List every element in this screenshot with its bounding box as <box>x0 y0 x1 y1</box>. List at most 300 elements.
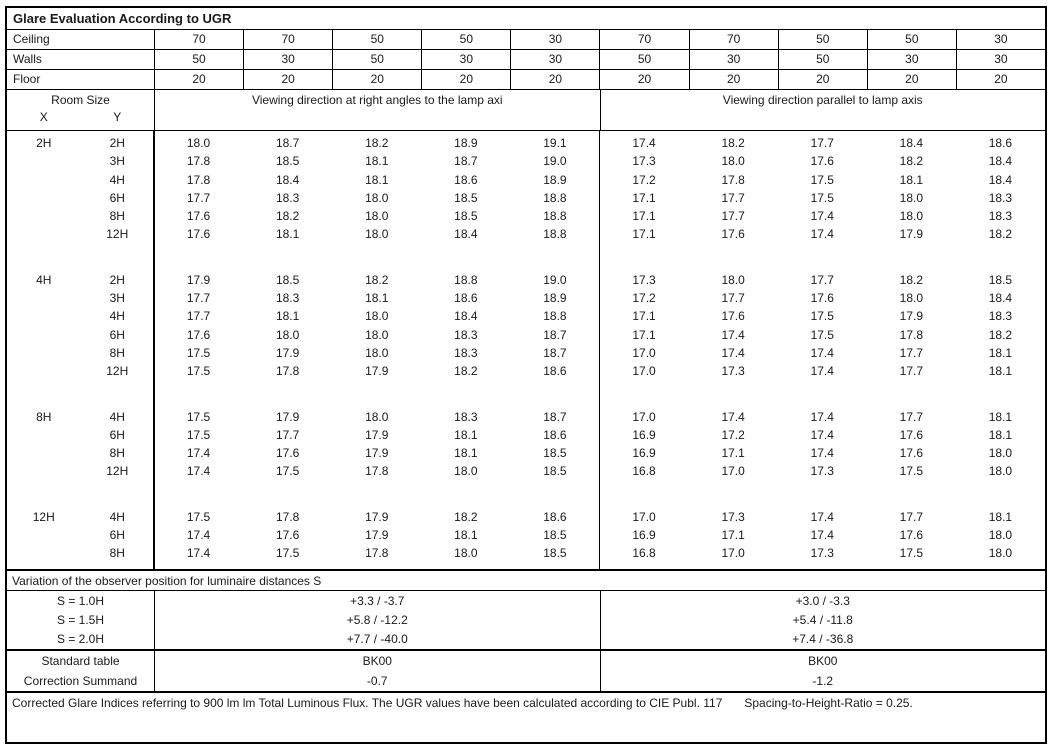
ugr-value: 17.7 <box>721 209 745 224</box>
ugr-value: 18.1 <box>365 291 389 306</box>
ugr-value: 17.7 <box>186 309 211 324</box>
ugr-value: 18.5 <box>275 154 300 169</box>
ugr-value: 17.3 <box>721 509 745 524</box>
ugr-value: 18.0 <box>365 345 389 360</box>
ugr-value: 18.5 <box>543 446 567 461</box>
surface-row-ceiling <box>7 30 1045 50</box>
ugr-value: 18.3 <box>988 190 1013 205</box>
ugr-value: 17.5 <box>186 409 211 424</box>
surface-value: 20 <box>332 70 421 89</box>
ugr-value: 17.6 <box>899 446 924 461</box>
ugr-table <box>5 6 1047 744</box>
ugr-value: 18.3 <box>454 345 478 360</box>
ugr-value: 17.7 <box>899 509 924 524</box>
ugr-value: 18.2 <box>454 364 478 379</box>
viewing-direction-left-header: Viewing direction at right angles to the lamp axi <box>154 90 600 130</box>
ugr-value: 17.4 <box>186 464 211 479</box>
surface-value: 50 <box>778 30 867 49</box>
ugr-value: 17.5 <box>275 546 300 561</box>
summary-label: Standard table <box>41 654 120 668</box>
summary-row <box>7 671 1045 691</box>
ugr-value: 17.0 <box>721 464 745 479</box>
room-y-label: 2H <box>109 272 125 287</box>
ugr-value: 17.0 <box>632 364 656 379</box>
ugr-value: 18.0 <box>899 190 924 205</box>
ugr-value: 17.7 <box>721 190 745 205</box>
xy-subheader <box>7 110 154 130</box>
ugr-value: 17.6 <box>275 446 300 461</box>
surface-value: 50 <box>421 30 510 49</box>
ugr-value: 18.5 <box>454 190 478 205</box>
ugr-value: 18.4 <box>988 172 1013 187</box>
ugr-value: 17.1 <box>632 309 656 324</box>
ugr-value: 17.5 <box>810 172 834 187</box>
room-x-label <box>7 189 81 207</box>
surface-value: 30 <box>510 30 599 49</box>
summary-value-right: BK00 <box>600 651 1046 671</box>
ugr-value: 17.4 <box>186 546 211 561</box>
ugr-value: 17.6 <box>899 528 924 543</box>
ugr-value: 18.0 <box>365 190 389 205</box>
ugr-value: 18.1 <box>899 172 924 187</box>
ugr-value: 18.0 <box>365 209 389 224</box>
footer-note <box>7 691 1045 742</box>
room-x-label <box>7 326 81 344</box>
table-row <box>7 189 1045 207</box>
ugr-value: 18.0 <box>899 209 924 224</box>
table-row <box>7 408 1045 426</box>
ugr-value: 18.1 <box>275 309 300 324</box>
ugr-value: 17.8 <box>275 364 300 379</box>
ugr-value: 17.1 <box>632 190 656 205</box>
ugr-value: 17.6 <box>186 227 211 242</box>
surface-label: Floor <box>13 72 41 86</box>
surface-value: 20 <box>510 70 599 89</box>
surface-value: 20 <box>154 70 243 89</box>
surface-value: 70 <box>599 30 688 49</box>
room-x-label <box>7 444 81 462</box>
room-x-label <box>7 225 81 243</box>
ugr-value: 18.1 <box>454 528 478 543</box>
ugr-value: 18.6 <box>454 291 478 306</box>
ugr-value: 17.2 <box>721 427 745 442</box>
ugr-value: 17.9 <box>365 364 389 379</box>
ugr-value: 18.6 <box>543 509 567 524</box>
viewing-direction-right-header: Viewing direction parallel to lamp axis <box>600 90 1046 130</box>
ugr-value: 17.4 <box>186 446 211 461</box>
ugr-value: 17.4 <box>810 364 834 379</box>
variation-row <box>7 630 1045 649</box>
table-row <box>7 307 1045 325</box>
ugr-value: 18.3 <box>275 190 300 205</box>
ugr-value: 17.9 <box>899 227 924 242</box>
ugr-value: 17.4 <box>810 209 834 224</box>
ugr-value: 17.1 <box>632 327 656 342</box>
variation-label: S = 1.0H <box>56 593 105 608</box>
ugr-value: 18.8 <box>543 309 567 324</box>
ugr-value: 17.7 <box>810 272 834 287</box>
ugr-value: 18.0 <box>365 227 389 242</box>
ugr-value: 18.1 <box>275 227 300 242</box>
ugr-value: 17.6 <box>721 227 745 242</box>
ugr-value: 17.5 <box>275 464 300 479</box>
room-y-label: 4H <box>109 409 125 424</box>
y-column-header: Y <box>113 110 122 124</box>
summary-value-left: BK00 <box>154 651 600 671</box>
ugr-value: 19.0 <box>543 272 567 287</box>
ugr-value: 17.4 <box>721 409 745 424</box>
ugr-value: 17.5 <box>810 190 834 205</box>
surface-value: 50 <box>332 50 421 69</box>
ugr-value: 17.4 <box>632 136 656 150</box>
ugr-value: 18.0 <box>988 546 1013 561</box>
ugr-value: 17.5 <box>186 427 211 442</box>
ugr-value: 17.7 <box>810 136 834 150</box>
ugr-value: 17.4 <box>810 227 834 242</box>
surface-value: 30 <box>956 30 1045 49</box>
ugr-value: 17.6 <box>810 291 834 306</box>
ugr-value: 17.5 <box>810 309 834 324</box>
ugr-value: 18.0 <box>186 136 211 150</box>
table-row <box>7 444 1045 462</box>
room-x-label: 12H <box>32 509 55 524</box>
page-title: Glare Evaluation According to UGR <box>13 11 232 26</box>
surface-value: 30 <box>510 50 599 69</box>
ugr-value: 18.0 <box>365 327 389 342</box>
ugr-value: 17.3 <box>632 272 656 287</box>
ugr-value: 18.3 <box>988 309 1013 324</box>
ugr-value: 18.5 <box>454 209 478 224</box>
block-gap <box>7 244 1045 271</box>
summary-rows <box>7 651 1045 691</box>
room-x-label <box>7 152 81 170</box>
surface-value: 30 <box>956 50 1045 69</box>
ugr-value: 16.8 <box>632 464 656 479</box>
room-x-label <box>7 426 81 444</box>
ugr-value: 17.6 <box>721 309 745 324</box>
ugr-value: 18.6 <box>543 427 567 442</box>
ugr-value: 18.0 <box>899 291 924 306</box>
ugr-data-area <box>7 131 1045 571</box>
room-y-label: 8H <box>109 209 125 224</box>
ugr-value: 17.4 <box>810 446 834 461</box>
footer-ratio: Spacing-to-Height-Ratio = 0.25. <box>744 696 913 710</box>
surface-value: 20 <box>243 70 332 89</box>
surface-value: 20 <box>778 70 867 89</box>
column-divider-center <box>599 131 601 569</box>
surface-value: 20 <box>956 70 1045 89</box>
ugr-value: 17.7 <box>899 345 924 360</box>
ugr-value: 17.9 <box>186 272 211 287</box>
ugr-value: 17.8 <box>365 464 389 479</box>
ugr-value: 18.2 <box>988 227 1013 242</box>
ugr-value: 18.1 <box>988 345 1013 360</box>
variation-value-right: +3.0 / -3.3 <box>600 591 1046 610</box>
room-size-header <box>7 90 154 130</box>
ugr-value: 18.8 <box>543 190 567 205</box>
ugr-value: 17.6 <box>186 327 211 342</box>
variation-value-right: +5.4 / -11.8 <box>600 610 1046 629</box>
ugr-value: 18.2 <box>365 272 389 287</box>
ugr-value: 18.1 <box>454 427 478 442</box>
ugr-value: 18.0 <box>721 154 745 169</box>
column-divider-left <box>153 131 155 569</box>
room-y-label: 12H <box>106 364 129 379</box>
ugr-value: 18.8 <box>543 227 567 242</box>
room-y-label: 8H <box>109 446 125 461</box>
ugr-value: 18.5 <box>275 272 300 287</box>
table-row <box>7 426 1045 444</box>
ugr-value: 18.8 <box>454 272 478 287</box>
ugr-value: 17.6 <box>899 427 924 442</box>
x-column-header: X <box>39 110 48 124</box>
variation-section-title <box>7 571 1045 591</box>
ugr-value: 18.7 <box>454 154 478 169</box>
ugr-value: 18.5 <box>543 464 567 479</box>
ugr-value: 17.8 <box>275 509 300 524</box>
ugr-value: 18.4 <box>275 172 300 187</box>
ugr-value: 17.8 <box>899 327 924 342</box>
surface-value: 20 <box>421 70 510 89</box>
ugr-value: 17.0 <box>632 345 656 360</box>
room-x-label: 4H <box>36 272 52 287</box>
ugr-value: 17.4 <box>810 528 834 543</box>
ugr-value: 18.0 <box>365 309 389 324</box>
ugr-value: 17.8 <box>721 172 745 187</box>
surface-row-walls <box>7 50 1045 70</box>
footer-text: Corrected Glare Indices referring to 900 lm lm Total Luminous Flux. The UGR values have been calculated according to CIE Publ. 117 <box>12 696 723 710</box>
room-x-label <box>7 362 81 380</box>
ugr-value: 17.9 <box>899 309 924 324</box>
room-size-label: Room Size <box>51 93 110 107</box>
ugr-value: 18.3 <box>454 409 478 424</box>
surface-value: 70 <box>154 30 243 49</box>
ugr-value: 17.7 <box>899 364 924 379</box>
block-gap <box>7 481 1045 508</box>
ugr-value: 18.0 <box>988 464 1013 479</box>
ugr-value: 17.5 <box>810 327 834 342</box>
surface-label: Ceiling <box>13 32 50 46</box>
table-row <box>7 544 1045 562</box>
table-row <box>7 526 1045 544</box>
room-x-label <box>7 462 81 480</box>
surface-value: 70 <box>689 30 778 49</box>
ugr-value: 17.3 <box>721 364 745 379</box>
ugr-value: 18.3 <box>454 327 478 342</box>
table-row <box>7 207 1045 225</box>
ugr-value: 18.9 <box>454 136 478 150</box>
surface-value: 20 <box>689 70 778 89</box>
ugr-value: 18.6 <box>543 364 567 379</box>
surface-label: Walls <box>13 52 42 66</box>
summary-label: Correction Summand <box>23 674 138 688</box>
ugr-value: 18.3 <box>275 291 300 306</box>
ugr-value: 17.0 <box>632 509 656 524</box>
table-title-row <box>7 8 1045 30</box>
room-y-label: 8H <box>109 546 125 561</box>
ugr-value: 18.5 <box>543 528 567 543</box>
ugr-value: 17.2 <box>632 172 656 187</box>
ugr-value: 17.4 <box>721 345 745 360</box>
room-x-label <box>7 207 81 225</box>
variation-row <box>7 591 1045 610</box>
room-x-label: 2H <box>36 136 52 150</box>
ugr-value: 18.2 <box>275 209 300 224</box>
surface-row-floor <box>7 70 1045 90</box>
table-row <box>7 152 1045 170</box>
ugr-value: 18.0 <box>454 546 478 561</box>
ugr-value: 18.1 <box>365 172 389 187</box>
ugr-value: 17.4 <box>810 427 834 442</box>
ugr-value: 17.9 <box>275 345 300 360</box>
variation-value-left: +7.7 / -40.0 <box>154 630 600 649</box>
ugr-value: 17.7 <box>721 291 745 306</box>
ugr-value: 17.1 <box>632 209 656 224</box>
ugr-value: 17.4 <box>810 509 834 524</box>
ugr-value: 17.1 <box>721 528 745 543</box>
summary-row <box>7 651 1045 671</box>
ugr-value: 18.1 <box>454 446 478 461</box>
ugr-value: 17.3 <box>810 464 834 479</box>
room-x-label: 8H <box>36 409 52 424</box>
ugr-value: 17.5 <box>899 546 924 561</box>
ugr-value: 18.0 <box>988 528 1013 543</box>
ugr-value: 19.1 <box>543 136 567 150</box>
variation-rows <box>7 591 1045 651</box>
room-y-label: 12H <box>106 227 129 242</box>
table-row <box>7 362 1045 380</box>
variation-label: S = 2.0H <box>56 632 105 647</box>
ugr-value: 18.5 <box>543 546 567 561</box>
room-y-label: 6H <box>109 427 125 442</box>
ugr-value: 18.2 <box>899 272 924 287</box>
summary-value-left: -0.7 <box>154 671 600 691</box>
block-gap <box>7 381 1045 408</box>
surface-value: 20 <box>867 70 956 89</box>
ugr-value: 16.9 <box>632 446 656 461</box>
surface-value: 50 <box>154 50 243 69</box>
table-row <box>7 462 1045 480</box>
ugr-value: 17.5 <box>186 345 211 360</box>
ugr-value: 18.7 <box>275 136 300 150</box>
room-y-label: 3H <box>109 291 125 306</box>
ugr-value: 18.9 <box>543 172 567 187</box>
ugr-value: 17.5 <box>186 364 211 379</box>
ugr-value: 17.0 <box>721 546 745 561</box>
summary-value-right: -1.2 <box>600 671 1046 691</box>
ugr-value: 18.2 <box>721 136 745 150</box>
table-row <box>7 271 1045 289</box>
ugr-value: 18.2 <box>454 509 478 524</box>
ugr-value: 17.4 <box>721 327 745 342</box>
surface-value: 30 <box>421 50 510 69</box>
ugr-value: 17.3 <box>810 546 834 561</box>
ugr-value: 17.7 <box>186 190 211 205</box>
ugr-value: 18.4 <box>454 309 478 324</box>
table-row <box>7 508 1045 526</box>
room-y-label: 6H <box>109 327 125 342</box>
ugr-value: 17.5 <box>899 464 924 479</box>
ugr-value: 17.1 <box>721 446 745 461</box>
table-row <box>7 326 1045 344</box>
table-row <box>7 134 1045 152</box>
ugr-value: 17.0 <box>632 409 656 424</box>
surface-value: 20 <box>599 70 688 89</box>
room-y-label: 4H <box>109 309 125 324</box>
ugr-value: 17.8 <box>186 154 211 169</box>
ugr-value: 18.0 <box>275 327 300 342</box>
ugr-value: 18.7 <box>543 327 567 342</box>
ugr-value: 18.7 <box>543 345 567 360</box>
table-row <box>7 344 1045 362</box>
variation-value-left: +5.8 / -12.2 <box>154 610 600 629</box>
room-y-label: 6H <box>109 528 125 543</box>
ugr-value: 17.7 <box>899 409 924 424</box>
ugr-value: 17.6 <box>275 528 300 543</box>
surface-value: 50 <box>778 50 867 69</box>
room-x-label <box>7 307 81 325</box>
ugr-value: 17.7 <box>186 291 211 306</box>
room-y-label: 12H <box>106 464 129 479</box>
ugr-value: 18.4 <box>988 291 1013 306</box>
ugr-value: 17.7 <box>275 427 300 442</box>
table-row <box>7 289 1045 307</box>
ugr-value: 17.4 <box>810 409 834 424</box>
ugr-value: 18.5 <box>988 272 1013 287</box>
ugr-value: 18.0 <box>988 446 1013 461</box>
variation-title-text: Variation of the observer position for luminaire distances S <box>12 573 322 588</box>
ugr-value: 18.4 <box>454 227 478 242</box>
ugr-value: 17.8 <box>186 172 211 187</box>
ugr-value: 17.9 <box>275 409 300 424</box>
room-x-label <box>7 289 81 307</box>
room-y-label: 6H <box>109 190 125 205</box>
ugr-value: 17.9 <box>365 509 389 524</box>
ugr-value: 18.8 <box>543 209 567 224</box>
ugr-value: 17.6 <box>810 154 834 169</box>
ugr-value: 17.1 <box>632 227 656 242</box>
ugr-value: 17.8 <box>365 546 389 561</box>
ugr-value: 18.1 <box>988 409 1013 424</box>
room-x-label <box>7 544 81 562</box>
ugr-value: 18.0 <box>454 464 478 479</box>
ugr-value: 18.1 <box>365 154 389 169</box>
surface-value: 50 <box>599 50 688 69</box>
surface-value: 30 <box>243 50 332 69</box>
ugr-value: 18.9 <box>543 291 567 306</box>
ugr-value: 18.0 <box>365 409 389 424</box>
ugr-value: 18.1 <box>988 364 1013 379</box>
room-y-label: 8H <box>109 345 125 360</box>
ugr-value: 16.9 <box>632 427 656 442</box>
ugr-value: 17.4 <box>186 528 211 543</box>
ugr-value: 17.5 <box>186 509 211 524</box>
room-y-label: 4H <box>109 509 125 524</box>
room-y-label: 2H <box>109 136 125 150</box>
ugr-value: 18.7 <box>543 409 567 424</box>
ugr-value: 17.9 <box>365 528 389 543</box>
ugr-value: 17.6 <box>186 209 211 224</box>
ugr-value: 18.1 <box>988 509 1013 524</box>
table-row <box>7 225 1045 243</box>
surface-value: 70 <box>243 30 332 49</box>
ugr-value: 18.2 <box>988 327 1013 342</box>
ugr-value: 18.4 <box>988 154 1013 169</box>
ugr-value: 16.9 <box>632 528 656 543</box>
surface-value: 50 <box>332 30 421 49</box>
column-header-row <box>7 90 1045 131</box>
surface-value: 30 <box>867 50 956 69</box>
